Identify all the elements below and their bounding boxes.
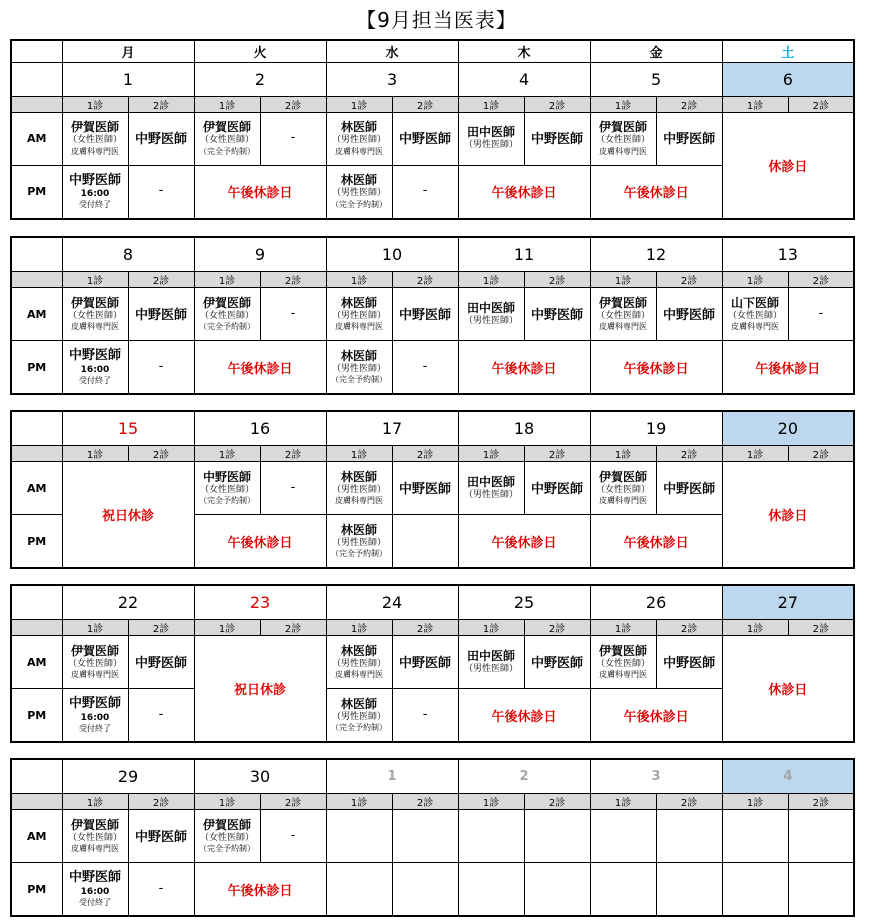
clinic-1-label: 1診 bbox=[62, 794, 128, 810]
clinic-2-label: 2診 bbox=[128, 272, 194, 288]
date-cell: 18 bbox=[458, 411, 590, 446]
schedule-cell: 中野医師 bbox=[128, 636, 194, 689]
schedule-cell: 伊賀医師 （女性医師） 皮膚科専門医 bbox=[62, 810, 128, 863]
week-3-table bbox=[10, 410, 855, 569]
clinic-2-label: 2診 bbox=[788, 794, 854, 810]
date-cell-next-month-saturday: 4 bbox=[722, 759, 854, 794]
schedule-cell: 中野医師 16:00 受付終了 bbox=[62, 689, 128, 743]
clinic-2-label: 2診 bbox=[128, 96, 194, 112]
pm-closed-cell: 午後休診日 bbox=[590, 165, 722, 219]
pm-closed-cell: 午後休診日 bbox=[458, 165, 590, 219]
schedule-cell: 伊賀医師 （女性医師） 皮膚科専門医 bbox=[590, 288, 656, 341]
schedule-cell-empty bbox=[788, 810, 854, 863]
holiday-closed-cell: 祝日休診 bbox=[62, 462, 194, 569]
clinic-1-label: 1診 bbox=[590, 272, 656, 288]
schedule-cell: 林医師 （男性医師） （完全予約制） bbox=[326, 515, 392, 569]
holiday-closed-cell: 祝日休診 bbox=[194, 636, 326, 743]
date-cell: 3 bbox=[326, 62, 458, 96]
clinic-2-label: 2診 bbox=[788, 620, 854, 636]
clinic-2-label: 2診 bbox=[392, 272, 458, 288]
date-cell: 11 bbox=[458, 237, 590, 272]
schedule-cell-empty bbox=[524, 810, 590, 863]
clinic-2-label: 2診 bbox=[260, 794, 326, 810]
schedule-cell: 中野医師 bbox=[392, 636, 458, 689]
clinic-2-label: 2診 bbox=[392, 446, 458, 462]
pm-label: PM bbox=[11, 165, 62, 219]
clinic-1-label: 1診 bbox=[458, 620, 524, 636]
clinic-1-label: 1診 bbox=[722, 794, 788, 810]
date-cell-saturday: 13 bbox=[722, 237, 854, 272]
schedule-cell: - bbox=[788, 288, 854, 341]
schedule-cell: 中野医師 bbox=[656, 462, 722, 515]
clinic-2-label: 2診 bbox=[788, 272, 854, 288]
clinic-2-label: 2診 bbox=[392, 96, 458, 112]
pm-closed-cell: 午後休診日 bbox=[722, 341, 854, 395]
date-cell-saturday: 27 bbox=[722, 585, 854, 620]
tab-corner bbox=[11, 620, 62, 636]
schedule-cell: 中野医師 16:00 受付終了 bbox=[62, 165, 128, 219]
date-cell: 9 bbox=[194, 237, 326, 272]
clinic-1-label: 1診 bbox=[722, 620, 788, 636]
date-cell: 19 bbox=[590, 411, 722, 446]
weekday-fri: 金 bbox=[590, 40, 722, 62]
clinic-2-label: 2診 bbox=[656, 620, 722, 636]
clinic-2-label: 2診 bbox=[260, 272, 326, 288]
schedule-cell-empty bbox=[722, 863, 788, 917]
schedule-cell: 中野医師 bbox=[524, 636, 590, 689]
schedule-cell: 中野医師 （女性医師） （完全予約制） bbox=[194, 462, 260, 515]
clinic-1-label: 1診 bbox=[590, 794, 656, 810]
schedule-cell-empty bbox=[656, 810, 722, 863]
clinic-1-label: 1診 bbox=[458, 446, 524, 462]
tab-corner bbox=[11, 272, 62, 288]
clinic-1-label: 1診 bbox=[194, 620, 260, 636]
page-title: 【9月担当医表】 bbox=[356, 8, 517, 32]
clinic-2-label: 2診 bbox=[128, 446, 194, 462]
tab-corner bbox=[11, 446, 62, 462]
schedule-cell: 伊賀医師 （女性医師） 皮膚科専門医 bbox=[62, 112, 128, 165]
schedule-cell: 中野医師 bbox=[524, 112, 590, 165]
weekday-tue: 火 bbox=[194, 40, 326, 62]
schedule-cell: 田中医師 （男性医師） bbox=[458, 462, 524, 515]
schedule-cell: 伊賀医師 （女性医師） （完全予約制） bbox=[194, 288, 260, 341]
clinic-1-label: 1診 bbox=[326, 96, 392, 112]
am-label: AM bbox=[11, 112, 62, 165]
schedule-cell: 中野医師 bbox=[656, 112, 722, 165]
am-label: AM bbox=[11, 810, 62, 863]
clinic-1-label: 1診 bbox=[590, 96, 656, 112]
schedule-cell: - bbox=[128, 165, 194, 219]
schedule-cell: 林医師 （男性医師） 皮膚科専門医 bbox=[326, 288, 392, 341]
schedule-cell: - bbox=[260, 462, 326, 515]
schedule-cell-empty bbox=[326, 863, 392, 917]
clinic-1-label: 1診 bbox=[194, 272, 260, 288]
date-cell: 5 bbox=[590, 62, 722, 96]
schedule-cell: - bbox=[392, 165, 458, 219]
corner-cell bbox=[11, 411, 62, 446]
pm-closed-cell: 午後休診日 bbox=[458, 689, 590, 743]
clinic-1-label: 1診 bbox=[722, 96, 788, 112]
date-cell: 2 bbox=[194, 62, 326, 96]
schedule-cell: - bbox=[128, 863, 194, 917]
am-label: AM bbox=[11, 462, 62, 515]
schedule-cell: - bbox=[260, 288, 326, 341]
schedule-cell: 伊賀医師 （女性医師） 皮膚科専門医 bbox=[590, 112, 656, 165]
clinic-1-label: 1診 bbox=[326, 620, 392, 636]
weekday-mon: 月 bbox=[62, 40, 194, 62]
pm-closed-cell: 午後休診日 bbox=[458, 515, 590, 569]
schedule-cell: 中野医師 bbox=[392, 462, 458, 515]
weekday-wed: 水 bbox=[326, 40, 458, 62]
date-cell-next-month: 2 bbox=[458, 759, 590, 794]
clinic-2-label: 2診 bbox=[656, 96, 722, 112]
tab-corner bbox=[11, 794, 62, 810]
schedule-cell: 中野医師 bbox=[392, 288, 458, 341]
tab-corner bbox=[11, 96, 62, 112]
schedule-cell: 中野医師 bbox=[656, 288, 722, 341]
pm-closed-cell: 午後休診日 bbox=[458, 341, 590, 395]
schedule-cell: 中野医師 bbox=[128, 112, 194, 165]
date-cell-next-month: 1 bbox=[326, 759, 458, 794]
schedule-cell: 伊賀医師 （女性医師） 皮膚科専門医 bbox=[62, 636, 128, 689]
date-cell: 24 bbox=[326, 585, 458, 620]
clinic-1-label: 1診 bbox=[326, 272, 392, 288]
date-cell-holiday: 23 bbox=[194, 585, 326, 620]
clinic-1-label: 1診 bbox=[62, 272, 128, 288]
schedule-cell: 田中医師 （男性医師） bbox=[458, 636, 524, 689]
clinic-1-label: 1診 bbox=[458, 96, 524, 112]
schedule-cell: 中野医師 16:00 受付終了 bbox=[62, 341, 128, 395]
date-cell: 10 bbox=[326, 237, 458, 272]
date-cell-saturday: 6 bbox=[722, 62, 854, 96]
clinic-2-label: 2診 bbox=[524, 794, 590, 810]
corner-cell bbox=[11, 237, 62, 272]
date-cell: 22 bbox=[62, 585, 194, 620]
schedule-cell: 中野医師 bbox=[656, 636, 722, 689]
schedule-cell-empty bbox=[722, 810, 788, 863]
pm-label: PM bbox=[11, 515, 62, 569]
schedule-cell-empty bbox=[590, 863, 656, 917]
week-5-table bbox=[10, 758, 855, 917]
clinic-1-label: 1診 bbox=[722, 446, 788, 462]
schedule-cell: 林医師 （男性医師） 皮膚科専門医 bbox=[326, 636, 392, 689]
corner-cell bbox=[11, 585, 62, 620]
schedule-cell: 中野医師 16:00 受付終了 bbox=[62, 863, 128, 917]
clinic-2-label: 2診 bbox=[656, 446, 722, 462]
schedule-cell: - bbox=[392, 341, 458, 395]
clinic-1-label: 1診 bbox=[722, 272, 788, 288]
schedule-cell: 伊賀医師 （女性医師） （完全予約制） bbox=[194, 112, 260, 165]
schedule-cell: - bbox=[392, 689, 458, 743]
clinic-2-label: 2診 bbox=[524, 446, 590, 462]
date-cell: 4 bbox=[458, 62, 590, 96]
date-cell: 8 bbox=[62, 237, 194, 272]
clinic-2-label: 2診 bbox=[524, 620, 590, 636]
schedule-cell: 中野医師 bbox=[392, 112, 458, 165]
clinic-2-label: 2診 bbox=[524, 272, 590, 288]
am-label: AM bbox=[11, 636, 62, 689]
pm-label: PM bbox=[11, 689, 62, 743]
week-2-table bbox=[10, 236, 855, 395]
closed-day-cell: 休診日 bbox=[722, 462, 854, 569]
date-cell-holiday: 15 bbox=[62, 411, 194, 446]
date-cell: 16 bbox=[194, 411, 326, 446]
clinic-1-label: 1診 bbox=[62, 446, 128, 462]
clinic-1-label: 1診 bbox=[326, 794, 392, 810]
clinic-2-label: 2診 bbox=[392, 620, 458, 636]
schedule-cell: 林医師 （男性医師） （完全予約制） bbox=[326, 341, 392, 395]
schedule-cell: 林医師 （男性医師） 皮膚科専門医 bbox=[326, 112, 392, 165]
schedule-cell-empty bbox=[392, 863, 458, 917]
clinic-2-label: 2診 bbox=[656, 272, 722, 288]
clinic-1-label: 1診 bbox=[194, 446, 260, 462]
schedule-cell-empty bbox=[590, 810, 656, 863]
date-cell: 29 bbox=[62, 759, 194, 794]
schedule-cell: 田中医師 （男性医師） bbox=[458, 288, 524, 341]
weekday-thu: 木 bbox=[458, 40, 590, 62]
schedule-cell-empty bbox=[656, 863, 722, 917]
pm-closed-cell: 午後休診日 bbox=[194, 341, 326, 395]
weekday-sat: 土 bbox=[722, 40, 854, 62]
schedule-cell-empty bbox=[458, 863, 524, 917]
clinic-2-label: 2診 bbox=[392, 794, 458, 810]
pm-label: PM bbox=[11, 341, 62, 395]
schedule-cell-empty bbox=[392, 810, 458, 863]
clinic-1-label: 1診 bbox=[458, 272, 524, 288]
schedule-cell: - bbox=[128, 341, 194, 395]
clinic-1-label: 1診 bbox=[458, 794, 524, 810]
clinic-2-label: 2診 bbox=[260, 96, 326, 112]
schedule-cell: 林医師 （男性医師） 皮膚科専門医 bbox=[326, 462, 392, 515]
schedule-cell: 伊賀医師 （女性医師） 皮膚科専門医 bbox=[590, 462, 656, 515]
date-cell: 17 bbox=[326, 411, 458, 446]
schedule-cell: 伊賀医師 （女性医師） （完全予約制） bbox=[194, 810, 260, 863]
pm-closed-cell: 午後休診日 bbox=[194, 863, 326, 917]
clinic-1-label: 1診 bbox=[326, 446, 392, 462]
pm-closed-cell: 午後休診日 bbox=[590, 689, 722, 743]
schedule-cell: - bbox=[128, 689, 194, 743]
date-cell: 1 bbox=[62, 62, 194, 96]
clinic-2-label: 2診 bbox=[788, 446, 854, 462]
schedule-cell-empty bbox=[788, 863, 854, 917]
clinic-2-label: 2診 bbox=[656, 794, 722, 810]
schedule-cell: 中野医師 bbox=[524, 288, 590, 341]
schedule-cell: - bbox=[260, 112, 326, 165]
clinic-2-label: 2診 bbox=[128, 620, 194, 636]
clinic-2-label: 2診 bbox=[128, 794, 194, 810]
pm-closed-cell: 午後休診日 bbox=[194, 515, 326, 569]
schedule-cell: - bbox=[260, 810, 326, 863]
closed-day-cell: 休診日 bbox=[722, 636, 854, 743]
schedule-cell: 林医師 （男性医師） （完全予約制） bbox=[326, 165, 392, 219]
schedule-cell: 林医師 （男性医師） （完全予約制） bbox=[326, 689, 392, 743]
clinic-2-label: 2診 bbox=[260, 620, 326, 636]
clinic-1-label: 1診 bbox=[62, 96, 128, 112]
pm-label: PM bbox=[11, 863, 62, 917]
schedule-cell-empty bbox=[326, 810, 392, 863]
schedule-cell: 中野医師 bbox=[524, 462, 590, 515]
clinic-1-label: 1診 bbox=[590, 446, 656, 462]
schedule-cell: 伊賀医師 （女性医師） 皮膚科専門医 bbox=[62, 288, 128, 341]
schedule-cell-empty bbox=[524, 863, 590, 917]
am-label: AM bbox=[11, 288, 62, 341]
corner-cell bbox=[11, 40, 62, 62]
corner-cell bbox=[11, 759, 62, 794]
pm-closed-cell: 午後休診日 bbox=[590, 515, 722, 569]
schedule-cell: 田中医師 （男性医師） bbox=[458, 112, 524, 165]
clinic-2-label: 2診 bbox=[788, 96, 854, 112]
clinic-2-label: 2診 bbox=[524, 96, 590, 112]
pm-closed-cell: 午後休診日 bbox=[590, 341, 722, 395]
closed-day-cell: 休診日 bbox=[722, 112, 854, 219]
schedule-cell: 山下医師 （女性医師） 皮膚科専門医 bbox=[722, 288, 788, 341]
date-cell: 12 bbox=[590, 237, 722, 272]
corner-cell bbox=[11, 62, 62, 96]
schedule-cell: 伊賀医師 （女性医師） 皮膚科専門医 bbox=[590, 636, 656, 689]
clinic-1-label: 1診 bbox=[590, 620, 656, 636]
date-cell: 25 bbox=[458, 585, 590, 620]
week-4-table bbox=[10, 584, 855, 743]
schedule-cell: 中野医師 bbox=[128, 810, 194, 863]
date-cell-saturday: 20 bbox=[722, 411, 854, 446]
week-1-table bbox=[10, 39, 855, 220]
clinic-2-label: 2診 bbox=[260, 446, 326, 462]
schedule-cell-empty bbox=[458, 810, 524, 863]
date-cell: 30 bbox=[194, 759, 326, 794]
clinic-1-label: 1診 bbox=[62, 620, 128, 636]
schedule-cell-empty bbox=[392, 515, 458, 569]
clinic-1-label: 1診 bbox=[194, 794, 260, 810]
pm-closed-cell: 午後休診日 bbox=[194, 165, 326, 219]
date-cell-next-month: 3 bbox=[590, 759, 722, 794]
schedule-cell: 中野医師 bbox=[128, 288, 194, 341]
clinic-1-label: 1診 bbox=[194, 96, 260, 112]
date-cell: 26 bbox=[590, 585, 722, 620]
